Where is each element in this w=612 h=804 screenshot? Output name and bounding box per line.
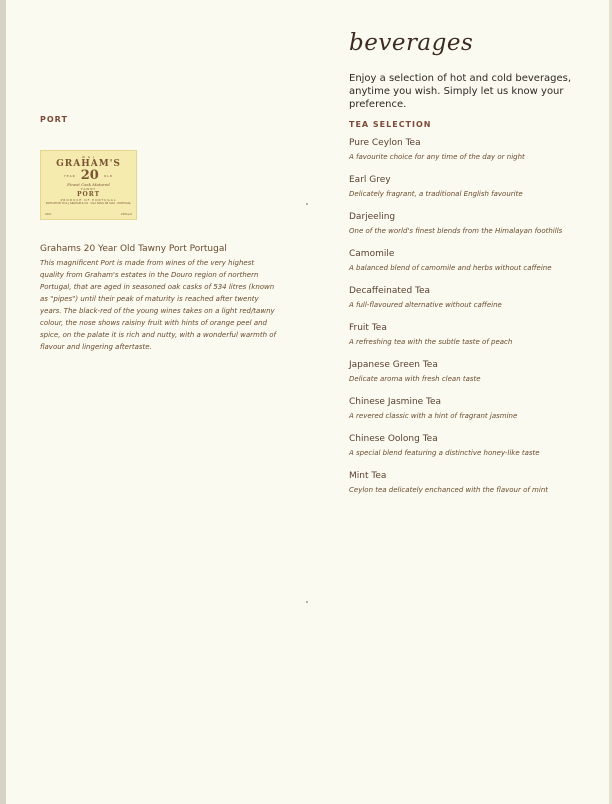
label-origin: PRODUCE OF PORTUGAL — [60, 198, 117, 202]
tea-item — [349, 359, 599, 396]
tea-item — [349, 470, 599, 507]
label-port-name: PORT — [76, 191, 101, 198]
tea-description: One of the world's finest blends from the Himalayan foothills — [349, 227, 563, 235]
tea-name: Pure Ceylon Tea — [349, 138, 421, 148]
port-heading: PORT — [40, 115, 68, 124]
tea-item — [349, 248, 599, 285]
tea-name: Camomile — [349, 249, 395, 259]
label-brand-top: W & J — [81, 155, 96, 159]
tea-description: A full-flavoured alternative without caffeine — [349, 301, 502, 309]
beverages-script-title: beverages — [349, 30, 474, 56]
tea-item — [349, 322, 599, 359]
tea-name: Chinese Jasmine Tea — [349, 397, 442, 407]
label-italic-line: Finest Cask Matured — [67, 182, 110, 187]
tea-name: Mint Tea — [349, 471, 387, 481]
port-description: This magnificent Port is made from wines of the very highest quality from Graham's estates in the Douro region of northern Portugal, that are aged in seasoned oak casks of 534 litres (known as "pipes") until their peak of maturity is reached after twenty years. The black-red of the young wines takes on a light red/tawny colour, the nose shows raisiny fruit with hints of orange peel and spice, on the palate it is rich and nutty, with a wonderful warmth of flavour and lingering aftertaste. — [40, 259, 277, 351]
tea-name: Earl Grey — [349, 175, 391, 185]
tea-description: A refreshing tea with the subtle taste of peach — [349, 338, 513, 346]
page-binding-edge — [0, 0, 6, 804]
tea-description: Delicately fragrant, a traditional English favourite — [349, 190, 523, 198]
label-fine-print: BOTTLED BY W & J GRAHAM & CO · VILA NOVA DE GAIA · PORTUGAL — [46, 202, 131, 205]
tea-name: Fruit Tea — [349, 323, 387, 333]
label-type: TAWNY — [80, 187, 97, 191]
tea-item — [349, 396, 599, 433]
fold-mark — [306, 601, 308, 603]
label-age: 20 — [80, 168, 99, 183]
port-title: Grahams 20 Year Old Tawny Port Portugal — [40, 244, 227, 254]
tea-name: Chinese Oolong Tea — [349, 434, 438, 444]
tea-description: A revered classic with a hint of fragrant jasmine — [349, 412, 518, 420]
tea-item — [349, 174, 599, 211]
label-year-word: YEAR — [63, 173, 76, 178]
label-old-word: OLD — [103, 173, 114, 178]
label-volume: 20cl — [45, 212, 52, 216]
intro-text: Enjoy a selection of hot and cold beverages, anytime you wish. Simply let us know your preference. — [349, 73, 572, 110]
tea-description: Delicate aroma with fresh clean taste — [349, 375, 481, 383]
tea-item — [349, 433, 599, 470]
tea-list — [349, 137, 599, 507]
tea-name: Japanese Green Tea — [349, 360, 438, 370]
label-brand: GRAHAM'S — [56, 159, 121, 169]
tea-description: A favourite choice for any time of the day or night — [349, 153, 525, 161]
tea-name: Decaffeinated Tea — [349, 286, 431, 296]
tea-item — [349, 137, 599, 174]
port-bottle-label-image — [40, 150, 137, 220]
label-abv: 20%vol — [120, 212, 132, 216]
tea-item — [349, 285, 599, 322]
fold-mark — [306, 203, 308, 205]
tea-name: Darjeeling — [349, 212, 396, 222]
tea-selection-heading: TEA SELECTION — [349, 120, 432, 129]
tea-item — [349, 211, 599, 248]
tea-description: Ceylon tea delicately enchanced with the flavour of mint — [349, 486, 548, 494]
tea-description: A balanced blend of camomile and herbs without caffeine — [349, 264, 552, 272]
tea-description: A special blend featuring a distinctive honey-like taste — [349, 449, 540, 457]
